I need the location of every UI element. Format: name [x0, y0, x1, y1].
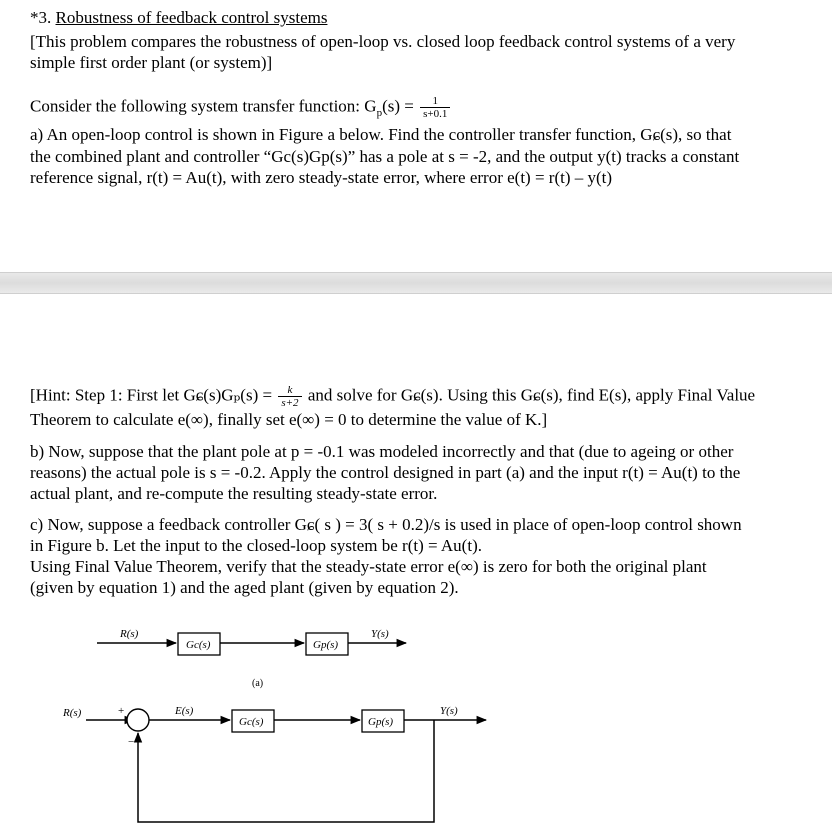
- fig-b-plant-label: Gp(s): [368, 716, 394, 728]
- part-a-line-3: reference signal, r(t) = Au(t), with zero steady-state error, where error e(t) = r(t) – y(t): [30, 168, 613, 187]
- fig-b-input-label: R(s): [63, 707, 82, 719]
- part-c-line-4: (given by equation 1) and the aged plant (given by equation 2).: [30, 578, 459, 597]
- system-lead: Consider the following system transfer function: G: [30, 96, 377, 116]
- part-b-line-2: reasons) the actual pole is s = -0.2. Apply the control designed in part (a) and the input r(t) = Au(t) to the: [30, 463, 741, 482]
- part-b-line-1: b) Now, suppose that the plant pole at p = -0.1 was modeled incorrectly and that (due to ageing or other: [30, 442, 734, 461]
- system-lead-subscript: p: [376, 106, 383, 119]
- part-b-line-3: actual plant, and re-compute the resulting steady-state error.: [30, 484, 438, 503]
- part-c-line-2: in Figure b. Let the input to the closed-loop system be r(t) = Au(t).: [30, 536, 482, 555]
- figure-a-open-loop: [97, 628, 406, 689]
- plant-fraction-numerator: 1: [420, 95, 450, 108]
- fig-a-caption: (a): [252, 678, 264, 689]
- fig-a-input-label: R(s): [120, 628, 139, 640]
- system-lead-tail: (s) =: [382, 96, 414, 116]
- fig-b-minus-sign: −: [128, 736, 135, 748]
- problem-title: Robustness of feedback control systems: [55, 8, 328, 27]
- fig-b-output-label: Y(s): [440, 705, 458, 717]
- fig-b-controller-label: Gc(s): [239, 716, 264, 728]
- hint-line-2: Theorem to calculate e(∞), finally set e(∞) = 0 to determine the value of K.]: [30, 410, 548, 429]
- part-a-line-2: the combined plant and controller “Gc(s)Gp(s)” has a pole at s = -2, and the output y(t) tracks a constant: [30, 147, 740, 166]
- fig-b-plus-sign: +: [118, 705, 125, 717]
- intro-line-1: [This problem compares the robustness of open-loop vs. closed loop feedback control systems of a very: [30, 32, 736, 51]
- hint-pre: [Hint: Step 1: First let Gɕ(s)Gₚ(s) =: [30, 385, 273, 405]
- part-a-line-1: a) An open-loop control is shown in Figure a below. Find the controller transfer function, Gɕ(s), so that: [30, 125, 732, 144]
- part-c-line-3: Using Final Value Theorem, verify that the steady-state error e(∞) is zero for both the original plant: [30, 557, 707, 576]
- fig-a-controller-label: Gc(s): [186, 639, 211, 651]
- hint-fraction-numerator: k: [278, 384, 301, 397]
- fig-b-summing-junction: [127, 709, 149, 731]
- fig-a-output-label: Y(s): [371, 628, 389, 640]
- figure-b-closed-loop: [62, 705, 486, 822]
- fig-b-feedback-path: [138, 720, 434, 822]
- hint-post: and solve for Gɕ(s). Using this Gɕ(s), find E(s), apply Final Value: [307, 385, 756, 405]
- problem-number: *3.: [30, 8, 52, 27]
- fig-a-plant-label: Gp(s): [313, 639, 339, 651]
- plant-fraction-denominator: s+0.1: [423, 108, 448, 120]
- part-c-line-1: c) Now, suppose a feedback controller Gɕ( s ) = 3( s + 0.2)/s is used in place of open-loop control shown: [30, 515, 742, 534]
- intro-line-2: simple first order plant (or system)]: [30, 53, 273, 72]
- fig-b-error-label: E(s): [175, 705, 194, 717]
- hint-fraction-denominator: s+2: [281, 397, 299, 409]
